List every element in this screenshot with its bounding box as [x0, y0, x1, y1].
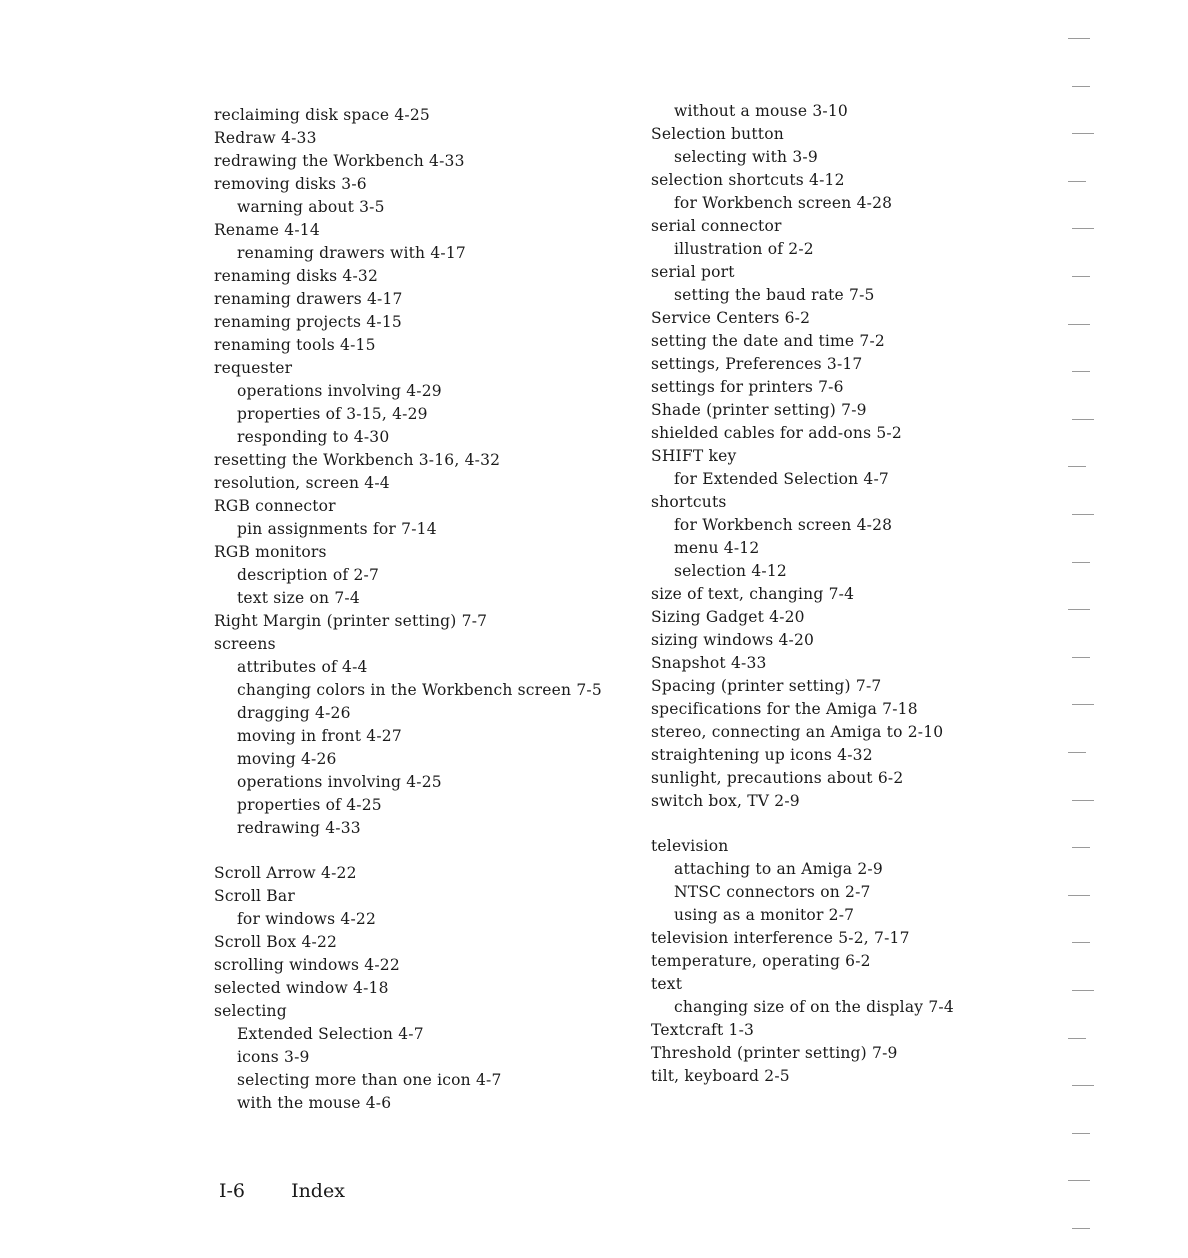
index-entry: straightening up icons 4-32: [651, 746, 873, 764]
index-subentry: warning about 3-5: [237, 198, 385, 216]
index-subentry: changing colors in the Workbench screen 7-5: [237, 681, 602, 699]
index-entry: renaming drawers 4-17: [214, 290, 403, 308]
index-entry: switch box, TV 2-9: [651, 792, 800, 810]
index-entry: reclaiming disk space 4-25: [214, 106, 430, 124]
index-entry: RGB connector: [214, 497, 336, 515]
index-subentry: dragging 4-26: [237, 704, 351, 722]
index-subentry: moving 4-26: [237, 750, 337, 768]
index-entry: sizing windows 4-20: [651, 631, 815, 649]
edge-tick: [1072, 86, 1090, 87]
index-entry: renaming disks 4-32: [214, 267, 379, 285]
index-subentry: for Extended Selection 4-7: [674, 470, 889, 488]
index-entry: settings, Preferences 3-17: [651, 355, 863, 373]
index-subentry: setting the baud rate 7-5: [674, 286, 875, 304]
page-edge-marks: [1064, 0, 1104, 1258]
index-entry: renaming projects 4-15: [214, 313, 402, 331]
index-entry: Redraw 4-33: [214, 129, 317, 147]
index-entry: stereo, connecting an Amiga to 2-10: [651, 723, 944, 741]
index-subentry: pin assignments for 7-14: [237, 520, 437, 538]
index-entry: Service Centers 6-2: [651, 309, 811, 327]
edge-tick: [1072, 847, 1090, 848]
index-entry: removing disks 3-6: [214, 175, 367, 193]
index-entry: settings for printers 7-6: [651, 378, 844, 396]
index-entry: resolution, screen 4-4: [214, 474, 390, 492]
index-entry: SHIFT key: [651, 447, 737, 465]
index-entry: serial connector: [651, 217, 782, 235]
index-entry: sunlight, precautions about 6-2: [651, 769, 904, 787]
section-title: Index: [291, 1180, 345, 1202]
edge-tick: [1068, 181, 1086, 182]
index-entry: Selection button: [651, 125, 784, 143]
edge-tick: [1072, 704, 1094, 705]
index-entry: size of text, changing 7-4: [651, 585, 855, 603]
edge-tick: [1068, 324, 1090, 325]
index-subentry: using as a monitor 2-7: [674, 906, 855, 924]
index-subentry: for Workbench screen 4-28: [674, 194, 893, 212]
edge-tick: [1072, 371, 1090, 372]
edge-tick: [1072, 800, 1094, 801]
index-entry: Scroll Bar: [214, 887, 295, 905]
index-subentry: description of 2-7: [237, 566, 380, 584]
index-entry: requester: [214, 359, 293, 377]
index-subentry: text size on 7-4: [237, 589, 360, 607]
index-subentry: with the mouse 4-6: [237, 1094, 392, 1112]
index-entry: screens: [214, 635, 276, 653]
index-entry: television interference 5-2, 7-17: [651, 929, 910, 947]
index-entry: serial port: [651, 263, 735, 281]
index-subentry: without a mouse 3-10: [674, 102, 848, 120]
index-subentry: attaching to an Amiga 2-9: [674, 860, 883, 878]
index-entry: renaming tools 4-15: [214, 336, 376, 354]
index-subentry: properties of 4-25: [237, 796, 382, 814]
edge-tick: [1068, 466, 1086, 467]
edge-tick: [1072, 990, 1094, 991]
index-subentry: renaming drawers with 4-17: [237, 244, 466, 262]
index-entry: Right Margin (printer setting) 7-7: [214, 612, 488, 630]
edge-tick: [1072, 1133, 1090, 1134]
index-entry: text: [651, 975, 683, 993]
edge-tick: [1072, 419, 1094, 420]
index-entry: Spacing (printer setting) 7-7: [651, 677, 882, 695]
edge-tick: [1072, 514, 1094, 515]
edge-tick: [1072, 1085, 1094, 1086]
edge-tick: [1072, 228, 1094, 229]
index-entry: Scroll Box 4-22: [214, 933, 338, 951]
index-entry: Scroll Arrow 4-22: [214, 864, 357, 882]
index-subentry: operations involving 4-29: [237, 382, 442, 400]
index-entry: selecting: [214, 1002, 287, 1020]
page-number: I-6: [219, 1180, 246, 1202]
index-entry: shielded cables for add-ons 5-2: [651, 424, 902, 442]
index-entry: Snapshot 4-33: [651, 654, 767, 672]
index-entry: shortcuts: [651, 493, 727, 511]
index-entry: temperature, operating 6-2: [651, 952, 871, 970]
index-entry: Textcraft 1-3: [651, 1021, 755, 1039]
edge-tick: [1072, 133, 1094, 134]
index-subentry: for Workbench screen 4-28: [674, 516, 893, 534]
index-subentry: operations involving 4-25: [237, 773, 442, 791]
index-entry: television: [651, 837, 729, 855]
edge-tick: [1072, 942, 1090, 943]
index-entry: Sizing Gadget 4-20: [651, 608, 805, 626]
index-entry: Threshold (printer setting) 7-9: [651, 1044, 898, 1062]
index-entry: specifications for the Amiga 7-18: [651, 700, 918, 718]
edge-tick: [1068, 1038, 1086, 1039]
index-subentry: properties of 3-15, 4-29: [237, 405, 428, 423]
index-subentry: menu 4-12: [674, 539, 760, 557]
index-subentry: redrawing 4-33: [237, 819, 361, 837]
edge-tick: [1068, 895, 1090, 896]
index-subentry: NTSC connectors on 2-7: [674, 883, 871, 901]
edge-tick: [1072, 276, 1090, 277]
index-entry: resetting the Workbench 3-16, 4-32: [214, 451, 501, 469]
edge-tick: [1072, 1228, 1090, 1229]
index-subentry: responding to 4-30: [237, 428, 390, 446]
index-subentry: attributes of 4-4: [237, 658, 368, 676]
edge-tick: [1068, 609, 1090, 610]
index-entry: scrolling windows 4-22: [214, 956, 400, 974]
index-subentry: illustration of 2-2: [674, 240, 814, 258]
index-entry: redrawing the Workbench 4-33: [214, 152, 465, 170]
index-entry: Rename 4-14: [214, 221, 320, 239]
index-column-left: [214, 104, 634, 1115]
index-entry: setting the date and time 7-2: [651, 332, 885, 350]
index-subentry: selecting with 3-9: [674, 148, 818, 166]
index-entry: selected window 4-18: [214, 979, 389, 997]
edge-tick: [1072, 657, 1090, 658]
edge-tick: [1068, 752, 1086, 753]
index-entry: tilt, keyboard 2-5: [651, 1067, 790, 1085]
page-footer: [219, 1180, 345, 1202]
index-subentry: icons 3-9: [237, 1048, 310, 1066]
index-column-right: [651, 100, 1071, 1088]
index-subentry: selecting more than one icon 4-7: [237, 1071, 502, 1089]
index-entry: Shade (printer setting) 7-9: [651, 401, 867, 419]
edge-tick: [1068, 38, 1090, 39]
index-subentry: Extended Selection 4-7: [237, 1025, 424, 1043]
edge-tick: [1072, 562, 1090, 563]
index-entry: selection shortcuts 4-12: [651, 171, 845, 189]
index-subentry: moving in front 4-27: [237, 727, 402, 745]
index-subentry: for windows 4-22: [237, 910, 377, 928]
index-entry: RGB monitors: [214, 543, 327, 561]
index-subentry: changing size of on the display 7-4: [674, 998, 954, 1016]
edge-tick: [1068, 1180, 1090, 1181]
index-subentry: selection 4-12: [674, 562, 787, 580]
